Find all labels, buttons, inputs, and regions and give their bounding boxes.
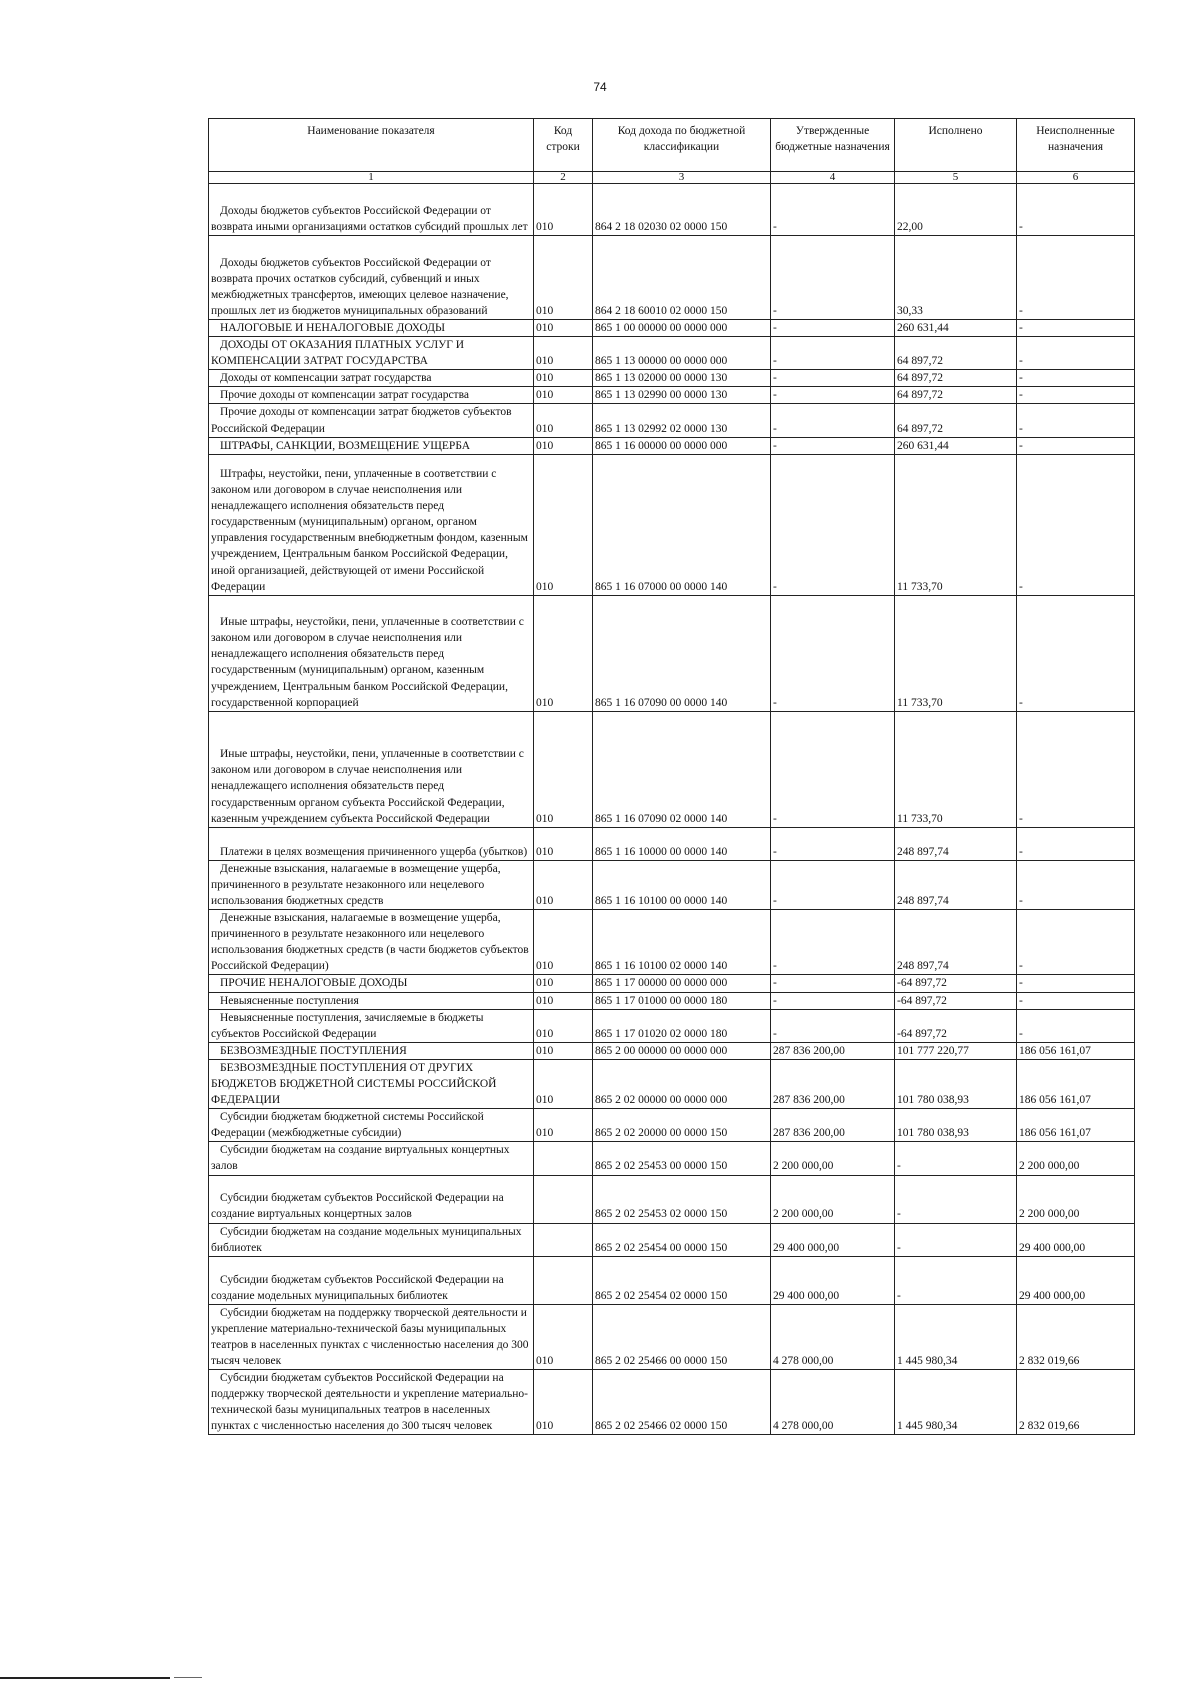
- column-number-unexecuted: 6: [1017, 172, 1135, 184]
- cell-executed: -: [895, 1142, 1017, 1175]
- cell-approved: -: [771, 975, 895, 992]
- cell-approved: -: [771, 860, 895, 909]
- cell-name: Прочие доходы от компенсации затрат бюджетов субъектов Российской Федерации: [209, 404, 534, 437]
- table-row: [209, 1370, 1135, 1435]
- cell-name: Невыясненные поступления, зачисляемые в бюджеты субъектов Российской Федерации: [209, 1009, 534, 1042]
- cell-unexecuted: -: [1017, 595, 1135, 711]
- cell-executed: 248 897,74: [895, 827, 1017, 860]
- cell-code: 865 2 02 00000 00 0000 000: [593, 1059, 771, 1108]
- table-row: [209, 992, 1135, 1009]
- cell-unexecuted: -: [1017, 370, 1135, 387]
- cell-unexecuted: -: [1017, 337, 1135, 370]
- cell-name: Субсидии бюджетам субъектов Российской Федерации на поддержку творческой деятельности и укрепление материально-технической базы муниципальных театров в населенных пунктах с численностью населения до 300 тысяч человек: [209, 1370, 534, 1435]
- cell-line: [534, 1142, 593, 1175]
- cell-line: 010: [534, 975, 593, 992]
- cell-code: 865 2 02 20000 00 0000 150: [593, 1109, 771, 1142]
- cell-approved: 2 200 000,00: [771, 1175, 895, 1223]
- cell-approved: -: [771, 910, 895, 975]
- cell-name: НАЛОГОВЫЕ И НЕНАЛОГОВЫЕ ДОХОДЫ: [209, 320, 534, 337]
- table-row: [209, 1142, 1135, 1175]
- cell-unexecuted: -: [1017, 454, 1135, 595]
- cell-code: 865 2 00 00000 00 0000 000: [593, 1042, 771, 1059]
- income-report-table: [208, 118, 1135, 1435]
- cell-approved: -: [771, 320, 895, 337]
- table-row: [209, 595, 1135, 711]
- table-row: [209, 1009, 1135, 1042]
- table-row: [209, 437, 1135, 454]
- cell-executed: -: [895, 1256, 1017, 1304]
- cell-line: 010: [534, 1059, 593, 1108]
- cell-executed: 260 631,44: [895, 437, 1017, 454]
- cell-unexecuted: -: [1017, 437, 1135, 454]
- cell-line: 010: [534, 184, 593, 236]
- cell-line: 010: [534, 404, 593, 437]
- cell-line: 010: [534, 236, 593, 320]
- cell-executed: -64 897,72: [895, 992, 1017, 1009]
- cell-name: Доходы от компенсации затрат государства: [209, 370, 534, 387]
- table-row: [209, 1256, 1135, 1304]
- cell-approved: -: [771, 827, 895, 860]
- cell-executed: 1 445 980,34: [895, 1370, 1017, 1435]
- cell-approved: 287 836 200,00: [771, 1059, 895, 1108]
- cell-executed: 22,00: [895, 184, 1017, 236]
- cell-line: [534, 1175, 593, 1223]
- column-header-approved: Утвержденные бюджетные назначения: [771, 119, 895, 172]
- cell-approved: -: [771, 337, 895, 370]
- footer-rule: [0, 1677, 170, 1679]
- cell-unexecuted: -: [1017, 387, 1135, 404]
- cell-unexecuted: -: [1017, 236, 1135, 320]
- cell-name: Субсидии бюджетам бюджетной системы Российской Федерации (межбюджетные субсидии): [209, 1109, 534, 1142]
- cell-line: 010: [534, 1109, 593, 1142]
- cell-name: БЕЗВОЗМЕЗДНЫЕ ПОСТУПЛЕНИЯ ОТ ДРУГИХ БЮДЖЕТОВ БЮДЖЕТНОЙ СИСТЕМЫ РОССИЙСКОЙ ФЕДЕРАЦИИ: [209, 1059, 534, 1108]
- cell-unexecuted: -: [1017, 910, 1135, 975]
- cell-code: 865 2 02 25453 02 0000 150: [593, 1175, 771, 1223]
- cell-code: 865 2 02 25466 02 0000 150: [593, 1370, 771, 1435]
- cell-line: 010: [534, 337, 593, 370]
- table-row: [209, 320, 1135, 337]
- cell-name: БЕЗВОЗМЕЗДНЫЕ ПОСТУПЛЕНИЯ: [209, 1042, 534, 1059]
- cell-line: 010: [534, 711, 593, 827]
- cell-unexecuted: -: [1017, 1009, 1135, 1042]
- column-header-name: Наименование показателя: [209, 119, 534, 172]
- table-row: [209, 236, 1135, 320]
- cell-code: 865 1 17 01000 00 0000 180: [593, 992, 771, 1009]
- cell-executed: 64 897,72: [895, 337, 1017, 370]
- cell-code: 865 1 00 00000 00 0000 000: [593, 320, 771, 337]
- table-row: [209, 1042, 1135, 1059]
- cell-name: ДОХОДЫ ОТ ОКАЗАНИЯ ПЛАТНЫХ УСЛУГ И КОМПЕНСАЦИИ ЗАТРАТ ГОСУДАРСТВА: [209, 337, 534, 370]
- cell-unexecuted: 2 200 000,00: [1017, 1175, 1135, 1223]
- cell-approved: 287 836 200,00: [771, 1042, 895, 1059]
- cell-line: 010: [534, 437, 593, 454]
- column-header-executed: Исполнено: [895, 119, 1017, 172]
- cell-code: 865 1 16 10000 00 0000 140: [593, 827, 771, 860]
- table-row: [209, 337, 1135, 370]
- cell-name: Доходы бюджетов субъектов Российской Федерации от возврата прочих остатков субсидий, субвенций и иных межбюджетных трансфертов, имеющих целевое назначение, прошлых лет из бюджетов муниципальных образований: [209, 236, 534, 320]
- cell-approved: 4 278 000,00: [771, 1370, 895, 1435]
- column-header-code: Код дохода по бюджетной классификации: [593, 119, 771, 172]
- table-row: [209, 1223, 1135, 1256]
- cell-unexecuted: -: [1017, 320, 1135, 337]
- cell-unexecuted: -: [1017, 404, 1135, 437]
- cell-name: Субсидии бюджетам субъектов Российской Федерации на создание виртуальных концертных залов: [209, 1175, 534, 1223]
- column-header-unexecuted: Неисполненные назначения: [1017, 119, 1135, 172]
- cell-unexecuted: 186 056 161,07: [1017, 1042, 1135, 1059]
- cell-name: Иные штрафы, неустойки, пени, уплаченные в соответствии с законом или договором в случае неисполнения или ненадлежащего исполнения обязательств перед государственным органом субъекта Российской Федерации, казенным учреждением субъекта Российской Федерации: [209, 711, 534, 827]
- cell-line: 010: [534, 1304, 593, 1369]
- cell-code: 865 1 16 07090 00 0000 140: [593, 595, 771, 711]
- cell-unexecuted: -: [1017, 711, 1135, 827]
- cell-executed: 248 897,74: [895, 860, 1017, 909]
- cell-code: 865 1 17 00000 00 0000 000: [593, 975, 771, 992]
- cell-executed: 101 777 220,77: [895, 1042, 1017, 1059]
- cell-executed: 11 733,70: [895, 711, 1017, 827]
- column-number-executed: 5: [895, 172, 1017, 184]
- table-row: [209, 1059, 1135, 1108]
- cell-approved: -: [771, 711, 895, 827]
- table-row: [209, 975, 1135, 992]
- cell-name: Денежные взыскания, налагаемые в возмещение ущерба, причиненного в результате незаконного или нецелевого использования бюджетных средств (в части бюджетов субъектов Российской Федерации): [209, 910, 534, 975]
- cell-unexecuted: 186 056 161,07: [1017, 1059, 1135, 1108]
- column-number-code: 3: [593, 172, 771, 184]
- cell-unexecuted: -: [1017, 184, 1135, 236]
- cell-executed: 101 780 038,93: [895, 1109, 1017, 1142]
- cell-line: 010: [534, 910, 593, 975]
- cell-executed: 1 445 980,34: [895, 1304, 1017, 1369]
- table-row: [209, 827, 1135, 860]
- cell-approved: -: [771, 184, 895, 236]
- column-number-line: 2: [534, 172, 593, 184]
- cell-executed: 248 897,74: [895, 910, 1017, 975]
- cell-code: 864 2 18 02030 02 0000 150: [593, 184, 771, 236]
- cell-code: 865 1 16 10100 02 0000 140: [593, 910, 771, 975]
- cell-executed: 260 631,44: [895, 320, 1017, 337]
- table-row: [209, 454, 1135, 595]
- cell-code: 865 1 13 02990 00 0000 130: [593, 387, 771, 404]
- cell-name: Платежи в целях возмещения причиненного ущерба (убытков): [209, 827, 534, 860]
- cell-approved: 29 400 000,00: [771, 1223, 895, 1256]
- cell-code: 864 2 18 60010 02 0000 150: [593, 236, 771, 320]
- cell-name: Субсидии бюджетам субъектов Российской Федерации на создание модельных муниципальных библиотек: [209, 1256, 534, 1304]
- cell-name: Невыясненные поступления: [209, 992, 534, 1009]
- cell-executed: 101 780 038,93: [895, 1059, 1017, 1108]
- cell-code: 865 1 13 02000 00 0000 130: [593, 370, 771, 387]
- cell-executed: 30,33: [895, 236, 1017, 320]
- cell-code: 865 2 02 25454 00 0000 150: [593, 1223, 771, 1256]
- cell-executed: -: [895, 1223, 1017, 1256]
- cell-name: Субсидии бюджетам на создание виртуальных концертных залов: [209, 1142, 534, 1175]
- cell-line: 010: [534, 827, 593, 860]
- cell-line: 010: [534, 454, 593, 595]
- column-number-row: [209, 172, 1135, 184]
- cell-code: 865 1 16 00000 00 0000 000: [593, 437, 771, 454]
- cell-name: Денежные взыскания, налагаемые в возмещение ущерба, причиненного в результате незаконного или нецелевого использования бюджетных средств: [209, 860, 534, 909]
- cell-name: ШТРАФЫ, САНКЦИИ, ВОЗМЕЩЕНИЕ УЩЕРБА: [209, 437, 534, 454]
- cell-executed: -64 897,72: [895, 1009, 1017, 1042]
- cell-unexecuted: 2 832 019,66: [1017, 1304, 1135, 1369]
- table-row: [209, 860, 1135, 909]
- column-header-row: [209, 119, 1135, 172]
- cell-approved: 2 200 000,00: [771, 1142, 895, 1175]
- column-header-line: Код строки: [534, 119, 593, 172]
- cell-name: Субсидии бюджетам на создание модельных муниципальных библиотек: [209, 1223, 534, 1256]
- cell-approved: -: [771, 437, 895, 454]
- cell-name: Субсидии бюджетам на поддержку творческой деятельности и укрепление материально-технической базы муниципальных театров в населенных пунктах с численностью населения до 300 тысяч человек: [209, 1304, 534, 1369]
- table-row: [209, 910, 1135, 975]
- cell-unexecuted: 186 056 161,07: [1017, 1109, 1135, 1142]
- cell-approved: -: [771, 387, 895, 404]
- table-row: [209, 1109, 1135, 1142]
- cell-name: Прочие доходы от компенсации затрат государства: [209, 387, 534, 404]
- cell-approved: -: [771, 1009, 895, 1042]
- cell-executed: 11 733,70: [895, 454, 1017, 595]
- cell-code: 865 2 02 25454 02 0000 150: [593, 1256, 771, 1304]
- cell-name: ПРОЧИЕ НЕНАЛОГОВЫЕ ДОХОДЫ: [209, 975, 534, 992]
- cell-unexecuted: -: [1017, 860, 1135, 909]
- cell-executed: 64 897,72: [895, 404, 1017, 437]
- cell-executed: -64 897,72: [895, 975, 1017, 992]
- cell-line: [534, 1256, 593, 1304]
- cell-unexecuted: -: [1017, 992, 1135, 1009]
- page-number: 74: [593, 80, 607, 94]
- table-row: [209, 1175, 1135, 1223]
- cell-unexecuted: 2 200 000,00: [1017, 1142, 1135, 1175]
- cell-code: 865 1 13 02992 02 0000 130: [593, 404, 771, 437]
- cell-code: 865 2 02 25466 00 0000 150: [593, 1304, 771, 1369]
- cell-approved: 287 836 200,00: [771, 1109, 895, 1142]
- cell-unexecuted: 29 400 000,00: [1017, 1256, 1135, 1304]
- table-row: [209, 711, 1135, 827]
- cell-unexecuted: -: [1017, 975, 1135, 992]
- column-number-approved: 4: [771, 172, 895, 184]
- cell-line: 010: [534, 370, 593, 387]
- cell-code: 865 1 16 07000 00 0000 140: [593, 454, 771, 595]
- cell-line: 010: [534, 387, 593, 404]
- table-row: [209, 404, 1135, 437]
- cell-line: 010: [534, 1042, 593, 1059]
- cell-approved: 29 400 000,00: [771, 1256, 895, 1304]
- cell-code: 865 1 16 07090 02 0000 140: [593, 711, 771, 827]
- cell-unexecuted: 29 400 000,00: [1017, 1223, 1135, 1256]
- table-row: [209, 370, 1135, 387]
- table-row: [209, 184, 1135, 236]
- cell-line: 010: [534, 860, 593, 909]
- cell-line: 010: [534, 320, 593, 337]
- cell-line: 010: [534, 1370, 593, 1435]
- footer-rule-tail: [174, 1677, 202, 1678]
- cell-approved: -: [771, 404, 895, 437]
- cell-approved: -: [771, 992, 895, 1009]
- cell-code: 865 1 17 01020 02 0000 180: [593, 1009, 771, 1042]
- cell-line: 010: [534, 595, 593, 711]
- cell-approved: -: [771, 454, 895, 595]
- cell-name: Иные штрафы, неустойки, пени, уплаченные в соответствии с законом или договором в случае неисполнения или ненадлежащего исполнения обязательств перед государственным (муниципальным) органом, казенным учреждением, Центральным банком Российской Федерации, государственной корпорацией: [209, 595, 534, 711]
- column-number-name: 1: [209, 172, 534, 184]
- cell-executed: -: [895, 1175, 1017, 1223]
- cell-name: Штрафы, неустойки, пени, уплаченные в соответствии с законом или договором в случае неисполнения или ненадлежащего исполнения обязательств перед государственным (муниципальным) органом, органом управления государственным внебюджетным фондом, казенным учреждением, Центральным банком Российской Федерации, иной организацией, действующей от имени Российской Федерации: [209, 454, 534, 595]
- cell-line: [534, 1223, 593, 1256]
- cell-executed: 11 733,70: [895, 595, 1017, 711]
- cell-approved: -: [771, 595, 895, 711]
- table-row: [209, 1304, 1135, 1369]
- table-body: [209, 184, 1135, 1435]
- cell-unexecuted: 2 832 019,66: [1017, 1370, 1135, 1435]
- cell-approved: -: [771, 236, 895, 320]
- cell-line: 010: [534, 992, 593, 1009]
- cell-code: 865 1 13 00000 00 0000 000: [593, 337, 771, 370]
- cell-executed: 64 897,72: [895, 370, 1017, 387]
- cell-unexecuted: -: [1017, 827, 1135, 860]
- cell-line: 010: [534, 1009, 593, 1042]
- cell-code: 865 2 02 25453 00 0000 150: [593, 1142, 771, 1175]
- cell-executed: 64 897,72: [895, 387, 1017, 404]
- table-row: [209, 387, 1135, 404]
- cell-code: 865 1 16 10100 00 0000 140: [593, 860, 771, 909]
- cell-name: Доходы бюджетов субъектов Российской Федерации от возврата иными организациями остатков субсидий прошлых лет: [209, 184, 534, 236]
- cell-approved: -: [771, 370, 895, 387]
- cell-approved: 4 278 000,00: [771, 1304, 895, 1369]
